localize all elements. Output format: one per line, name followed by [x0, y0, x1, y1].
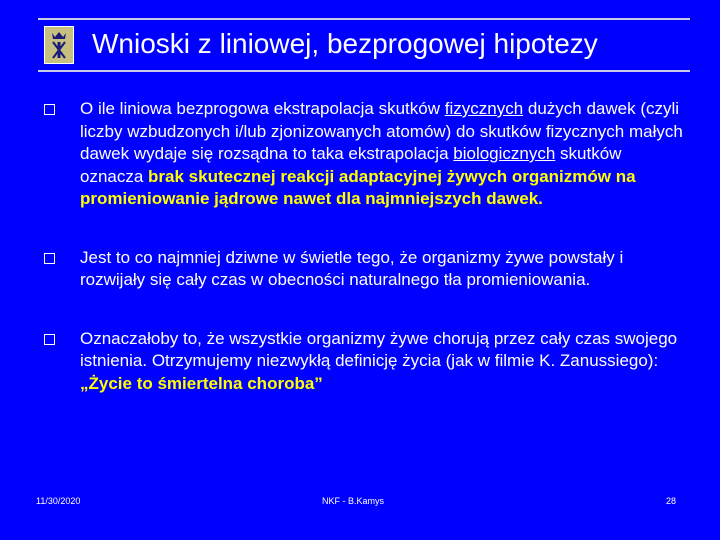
bullet-3-text: Oznaczałoby to, że wszystkie organizmy żywe chorują przez cały czas swojego istnienia. Otrzymujemy niezwykłą definicję życia (jak w filmie K. Zanussiego): [80, 328, 678, 370]
bullet-item-2 [44, 247, 684, 292]
bullet-1-text-c: skutków oznacza [80, 144, 622, 186]
bullet-2-text: Jest to co najmniej dziwne w świetle tego, że organizmy żywe powstały i rozwijały się cały czas w obecności naturalnego tła promieniowania. [80, 247, 624, 289]
slide-title: Wnioski z liniowej, bezprogowej hipotezy [92, 28, 598, 59]
footer-page-number: 28 [666, 496, 677, 506]
footer-date: 11/30/2020 [36, 496, 81, 506]
footer-author: NKF - B.Kamys [322, 496, 385, 506]
bullet-square-icon [44, 253, 55, 264]
bullet-1-text-b: dużych dawek (czyli liczby wzbudzonych i/lub zjonizowanych atomów) do skutków fizycznych małych dawek wydaje się rozsądna to taka ekstrapolacja [80, 99, 683, 163]
bullet-3-emphasis: „Życie to śmiertelna choroba” [80, 373, 323, 393]
bullet-1-underlined-a: fizycznych [444, 99, 524, 118]
title-rule-top [38, 18, 690, 20]
bullet-item-3 [44, 328, 684, 396]
bullet-1-emphasis: brak skutecznej reakcji adaptacyjnej żywych organizmów na promieniowanie jądrowe nawet dla najmniejszych dawek. [80, 166, 636, 208]
bullet-square-icon [44, 104, 55, 115]
bullet-square-icon [44, 334, 55, 345]
bullet-1-underlined-b: biologicznych [453, 144, 556, 163]
university-emblem-icon [44, 26, 74, 64]
title-rule-bottom [38, 70, 690, 72]
bullet-item-1 [44, 98, 684, 211]
bullet-1-text-a: O ile liniowa bezprogowa ekstrapolacja skutków [80, 99, 445, 118]
bullet-list [44, 98, 684, 395]
